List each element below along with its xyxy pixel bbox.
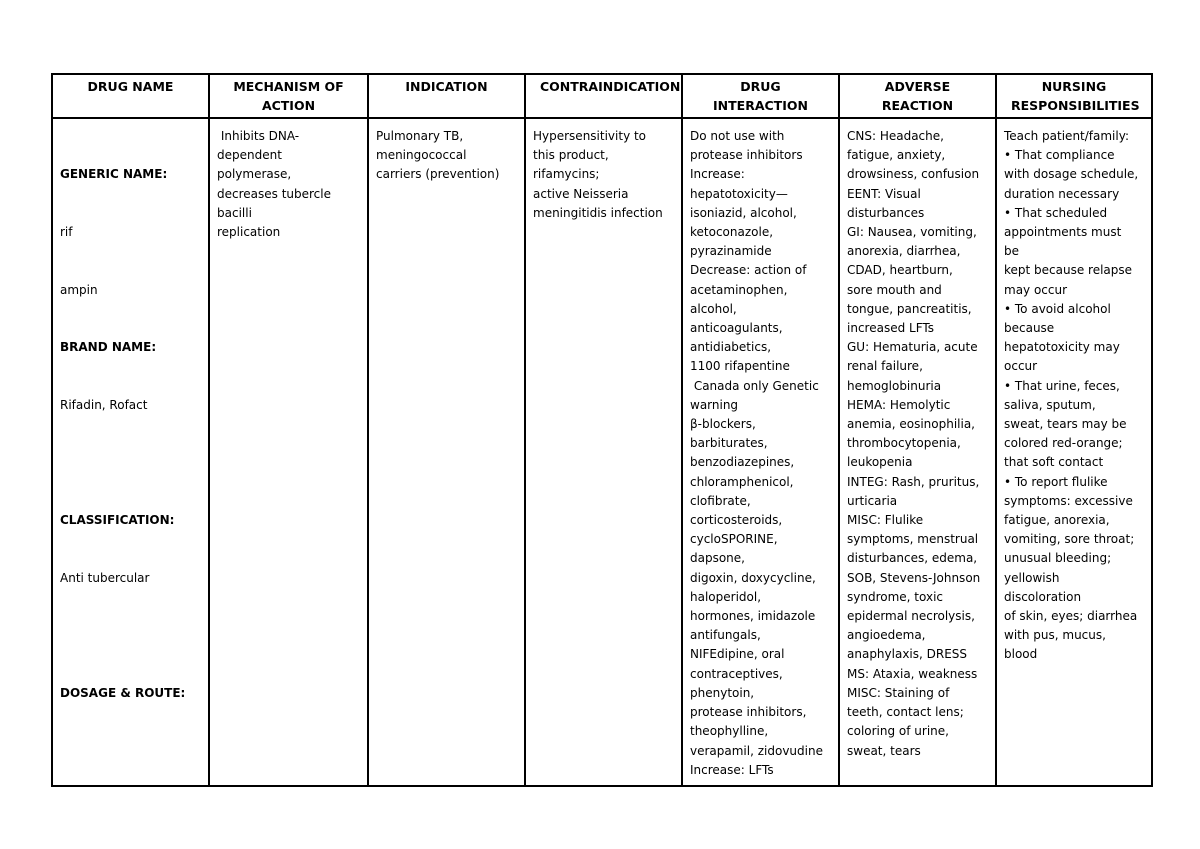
adverse-reaction-line: GU: Hematuria, acute	[847, 340, 978, 355]
adverse-reaction-line: SOB, Stevens-Johnson	[847, 570, 981, 585]
adverse-reaction-line: disturbances	[847, 205, 925, 220]
adverse-reaction-cell	[839, 118, 996, 786]
contraindication-text	[526, 119, 681, 223]
drug-interaction-line: chloramphenicol,	[690, 474, 794, 489]
drug-interaction-cell	[682, 118, 839, 786]
classification-label: CLASSIFICATION:	[60, 513, 175, 528]
drug-interaction-line: isoniazid, alcohol,	[690, 205, 797, 220]
header-adverse-reaction: ADVERSE REACTION	[839, 74, 996, 118]
mechanism-line: Inhibits DNA-	[217, 129, 300, 143]
adverse-reaction-line: symptoms, menstrual	[847, 532, 979, 547]
drug-interaction-line: Increase:	[690, 167, 745, 182]
drug-interaction-line: clofibrate,	[690, 493, 751, 508]
drug-interaction-line: protease inhibitors	[690, 148, 803, 163]
drug-interaction-line: cycloSPORINE,	[690, 532, 778, 547]
nursing-responsibilities-line: symptoms: excessive	[1004, 493, 1133, 508]
adverse-reaction-line: disturbances, edema,	[847, 551, 978, 566]
drug-name-cell	[52, 118, 209, 786]
drug-interaction-line: haloperidol,	[690, 589, 762, 604]
drug-interaction-line: contraceptives,	[690, 666, 783, 681]
adverse-reaction-line: sweat, tears	[847, 743, 921, 758]
adverse-reaction-line: MS: Ataxia, weakness	[847, 666, 978, 681]
nursing-responsibilities-line: occur	[1004, 359, 1038, 374]
nursing-responsibilities-line: may occur	[1004, 282, 1068, 297]
adverse-reaction-line: CDAD, heartburn,	[847, 263, 953, 278]
contraindication-line: rifamycins;	[533, 167, 600, 182]
contraindication-cell	[525, 118, 682, 786]
mechanism-line: polymerase,	[217, 167, 292, 182]
indication-text	[369, 119, 524, 185]
nursing-responsibilities-line: sweat, tears may be	[1004, 417, 1127, 432]
drug-interaction-line: Do not use with	[690, 129, 785, 143]
nursing-responsibilities-line: with pus, mucus,	[1004, 628, 1106, 643]
mechanism-line: bacilli	[217, 205, 252, 220]
header-mechanism-of-action: MECHANISM OF ACTION	[209, 74, 368, 118]
drug-interaction-line: Decrease: action of	[690, 263, 807, 278]
adverse-reaction-line: drowsiness, confusion	[847, 167, 980, 182]
mechanism-line: dependent	[217, 148, 282, 163]
nursing-responsibilities-line: fatigue, anorexia,	[1004, 513, 1110, 528]
drug-interaction-line: antifungals,	[690, 628, 761, 643]
nursing-responsibilities-line: be	[1004, 244, 1019, 259]
nursing-responsibilities-line: appointments must	[1004, 225, 1122, 240]
nursing-responsibilities-line: unusual bleeding;	[1004, 551, 1112, 566]
drug-interaction-line: hormones, imidazole	[690, 609, 816, 624]
nursing-responsibilities-text	[997, 119, 1151, 665]
adverse-reaction-line: thrombocytopenia,	[847, 436, 961, 451]
adverse-reaction-line: anaphylaxis, DRESS	[847, 647, 968, 662]
nursing-responsibilities-line: with dosage schedule,	[1004, 167, 1139, 182]
adverse-reaction-line: INTEG: Rash, pruritus,	[847, 474, 980, 489]
adverse-reaction-line: teeth, contact lens;	[847, 705, 964, 720]
indication-line: meningococcal	[376, 148, 467, 163]
mechanism-line: decreases tubercle	[217, 186, 331, 201]
drug-interaction-line: phenytoin,	[690, 685, 755, 700]
adverse-reaction-line: angioedema,	[847, 628, 926, 643]
drug-interaction-line: digoxin, doxycycline,	[690, 570, 816, 585]
nursing-responsibilities-line: colored red-orange;	[1004, 436, 1123, 451]
drug-interaction-line: β-blockers,	[690, 417, 756, 432]
dosage-route-label: DOSAGE & ROUTE:	[60, 685, 186, 700]
adverse-reaction-line: CNS: Headache,	[847, 129, 944, 143]
adverse-reaction-line: hemoglobinuria	[847, 378, 942, 393]
generic-name-value-part2: ampin	[60, 282, 98, 297]
adverse-reaction-line: increased LFTs	[847, 321, 934, 336]
contraindication-line: active Neisseria	[533, 186, 629, 201]
header-drug-interaction: DRUG INTERACTION	[682, 74, 839, 118]
mechanism-cell	[209, 118, 368, 786]
contraindication-line: meningitidis infection	[533, 205, 663, 220]
drug-interaction-line: acetaminophen,	[690, 282, 788, 297]
drug-interaction-line: benzodiazepines,	[690, 455, 795, 470]
drug-interaction-line: antidiabetics,	[690, 340, 772, 355]
drug-interaction-line: anticoagulants,	[690, 321, 783, 336]
drug-interaction-line: Increase: LFTs	[690, 762, 774, 777]
drug-interaction-line: theophylline,	[690, 724, 769, 739]
drug-interaction-line: corticosteroids,	[690, 513, 783, 528]
nursing-responsibilities-line: • That urine, feces,	[1004, 378, 1120, 393]
mechanism-text	[210, 119, 367, 242]
nursing-responsibilities-line: discoloration	[1004, 589, 1082, 604]
nursing-responsibilities-line: that soft contact	[1004, 455, 1104, 470]
adverse-reaction-line: urticaria	[847, 493, 898, 508]
adverse-reaction-line: EENT: Visual	[847, 186, 921, 201]
drug-interaction-line: Canada only Genetic	[690, 378, 819, 393]
contraindication-line: Hypersensitivity to	[533, 129, 647, 143]
indication-line: carriers (prevention)	[376, 167, 500, 182]
contraindication-line: this product,	[533, 148, 609, 163]
nursing-responsibilities-line: hepatotoxicity may	[1004, 340, 1120, 355]
header-row	[52, 74, 1152, 118]
nursing-responsibilities-line: vomiting, sore throat;	[1004, 532, 1135, 547]
adverse-reaction-line: anemia, eosinophilia,	[847, 417, 975, 432]
nursing-responsibilities-line: blood	[1004, 647, 1038, 662]
adverse-reaction-line: anorexia, diarrhea,	[847, 244, 961, 259]
adverse-reaction-line: sore mouth and	[847, 282, 942, 297]
header-contraindication: CONTRAINDICATION	[525, 74, 682, 118]
header-nursing-responsibilities: NURSING RESPONSIBILITIES	[996, 74, 1152, 118]
drug-interaction-line: warning	[690, 397, 739, 412]
classification-value: Anti tubercular	[60, 570, 150, 585]
drug-interaction-line: verapamil, zidovudine	[690, 743, 823, 758]
drug-interaction-line: protease inhibitors,	[690, 705, 807, 720]
nursing-responsibilities-line: saliva, sputum,	[1004, 397, 1096, 412]
adverse-reaction-line: fatigue, anxiety,	[847, 148, 946, 163]
header-indication: INDICATION	[368, 74, 525, 118]
generic-name-value-part1: rif	[60, 225, 73, 240]
adverse-reaction-line: syndrome, toxic	[847, 589, 943, 604]
adverse-reaction-line: HEMA: Hemolytic	[847, 397, 951, 412]
drug-interaction-line: 1100 rifapentine	[690, 359, 790, 374]
indication-cell	[368, 118, 525, 786]
generic-name-label: GENERIC NAME:	[60, 167, 168, 182]
content-row	[52, 118, 1152, 786]
adverse-reaction-line: epidermal necrolysis,	[847, 609, 975, 624]
mechanism-line: replication	[217, 225, 281, 240]
nursing-responsibilities-line: • That scheduled	[1004, 205, 1108, 220]
drug-interaction-line: hepatotoxicity—	[690, 186, 788, 201]
nursing-responsibilities-line: duration necessary	[1004, 186, 1120, 201]
drug-interaction-line: pyrazinamide	[690, 244, 772, 259]
nursing-responsibilities-line: yellowish	[1004, 570, 1060, 585]
adverse-reaction-line: renal failure,	[847, 359, 923, 374]
indication-line: Pulmonary TB,	[376, 129, 464, 143]
nursing-responsibilities-line: • That compliance	[1004, 148, 1115, 163]
adverse-reaction-text	[840, 119, 995, 761]
nursing-responsibilities-line: kept because relapse	[1004, 263, 1133, 278]
header-drug-name: DRUG NAME	[52, 74, 209, 118]
nursing-responsibilities-line: of skin, eyes; diarrhea	[1004, 609, 1138, 624]
drug-interaction-line: ketoconazole,	[690, 225, 774, 240]
nursing-responsibilities-line: Teach patient/family:	[1004, 129, 1129, 143]
adverse-reaction-line: GI: Nausea, vomiting,	[847, 225, 977, 240]
brand-name-value: Rifadin, Rofact	[60, 397, 148, 412]
drug-interaction-text	[683, 119, 838, 780]
nursing-responsibilities-line: because	[1004, 321, 1055, 336]
nursing-responsibilities-line: • To avoid alcohol	[1004, 301, 1111, 316]
nursing-responsibilities-cell	[996, 118, 1152, 786]
drug-interaction-line: barbiturates,	[690, 436, 768, 451]
adverse-reaction-line: tongue, pancreatitis,	[847, 301, 972, 316]
brand-name-label: BRAND NAME:	[60, 340, 157, 355]
adverse-reaction-line: MISC: Staining of	[847, 685, 950, 700]
adverse-reaction-line: MISC: Flulike	[847, 513, 924, 528]
drug-interaction-line: alcohol,	[690, 301, 737, 316]
drug-interaction-line: NIFEdipine, oral	[690, 647, 785, 662]
drug-interaction-line: dapsone,	[690, 551, 745, 566]
nursing-responsibilities-line: • To report flulike	[1004, 474, 1108, 489]
adverse-reaction-line: coloring of urine,	[847, 724, 949, 739]
adverse-reaction-line: leukopenia	[847, 455, 913, 470]
drug-study-table	[51, 73, 1153, 787]
